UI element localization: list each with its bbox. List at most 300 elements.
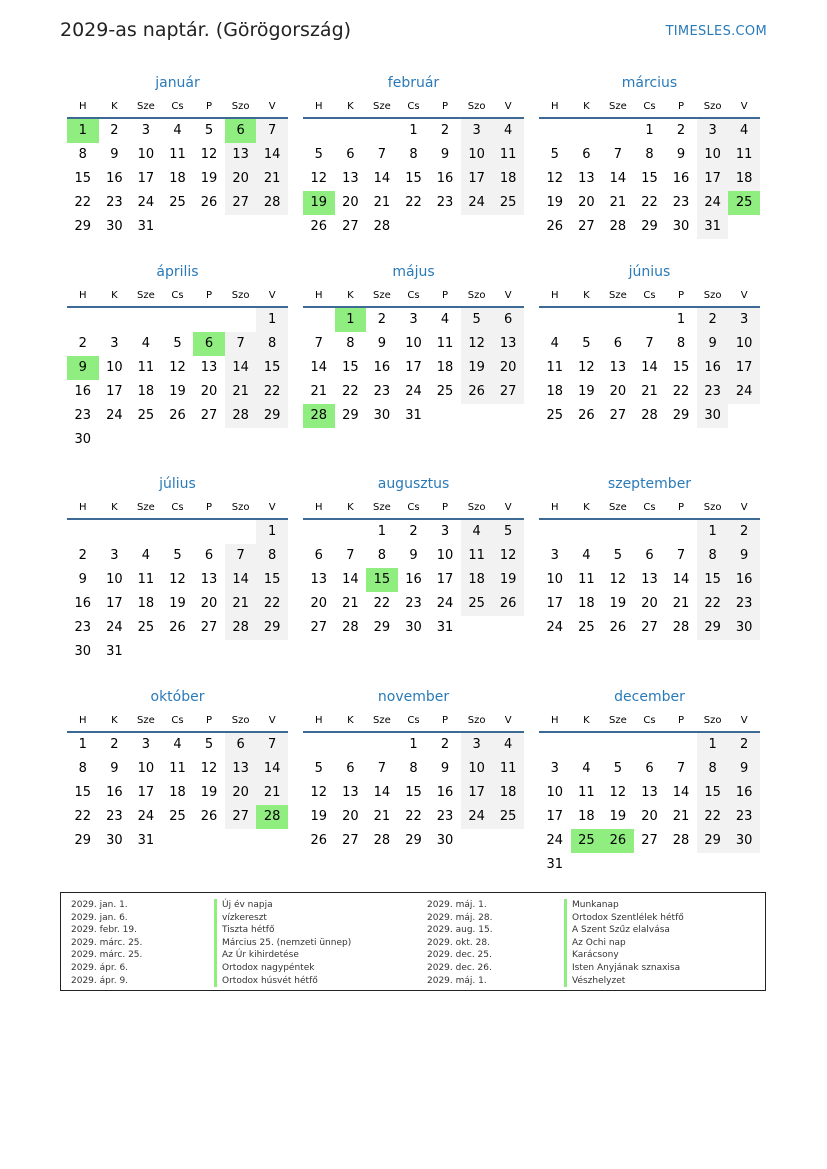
day-cell: 12 <box>609 572 627 587</box>
day-cell: 11 <box>137 360 155 375</box>
legend-left-names <box>214 899 351 987</box>
day-cell: 7 <box>314 336 323 351</box>
day-cell: 14 <box>672 572 690 587</box>
page-title: 2029-as naptár. (Görögország) <box>60 19 352 41</box>
empty-cell <box>303 308 335 332</box>
day-cell: 18 <box>436 360 454 375</box>
day-cell: 4 <box>440 312 450 327</box>
day-cell: 21 <box>672 596 690 611</box>
day-cell: 6 <box>613 336 623 351</box>
day-cell: 20 <box>225 781 257 805</box>
day-cell: 27 <box>492 380 524 404</box>
day-cell: 13 <box>342 785 359 800</box>
day-cell: 29 <box>641 219 658 234</box>
legend-date: 2029. máj. 28. <box>427 912 493 923</box>
day-cell: 19 <box>200 785 218 800</box>
day-cell: 11 <box>578 572 595 587</box>
day-cell: 11 <box>436 336 454 351</box>
day-cell: 2 <box>440 123 450 138</box>
day-cell: 16 <box>672 171 690 186</box>
day-cell: 15 <box>74 785 92 800</box>
day-cell: 31 <box>137 833 155 848</box>
day-cell: 19 <box>169 384 186 399</box>
day-cell: 30 <box>672 219 690 234</box>
weekday-header <box>67 497 288 520</box>
day-cell: 20 <box>200 596 218 611</box>
day-cell: 22 <box>672 384 690 399</box>
day-cell: 29 <box>672 408 690 423</box>
legend-holiday-name: Vészhelyzet <box>564 975 684 988</box>
weekday-label: Sze <box>609 502 627 513</box>
legend-holiday-name: vízkereszt <box>214 912 351 925</box>
weekday-label: H <box>315 290 323 301</box>
holiday-day-cell: 28 <box>256 805 288 829</box>
empty-cell <box>602 733 634 757</box>
day-cell: 16 <box>74 596 92 611</box>
day-cell: 17 <box>106 596 123 611</box>
day-cell: 26 <box>169 620 186 635</box>
day-cell: 24 <box>697 191 729 215</box>
day-cell: 30 <box>373 408 391 423</box>
day-cell: 19 <box>578 384 595 399</box>
day-grid <box>67 308 288 452</box>
day-cell: 21 <box>342 596 359 611</box>
day-cell: 11 <box>546 360 564 375</box>
weekday-label: H <box>79 502 87 513</box>
day-cell: 15 <box>697 568 729 592</box>
day-cell: 17 <box>137 171 155 186</box>
weekday-label: K <box>111 101 118 112</box>
day-cell: 27 <box>225 191 257 215</box>
day-cell: 12 <box>310 171 328 186</box>
day-cell: 11 <box>578 785 595 800</box>
day-cell: 12 <box>200 147 218 162</box>
day-cell: 30 <box>728 829 760 853</box>
day-grid <box>67 520 288 664</box>
day-cell: 16 <box>106 785 123 800</box>
weekday-label: Szo <box>231 101 250 112</box>
day-cell: 1 <box>697 520 729 544</box>
day-cell: 10 <box>697 143 729 167</box>
day-cell: 6 <box>225 733 257 757</box>
day-cell: 16 <box>728 781 760 805</box>
day-cell: 20 <box>200 384 218 399</box>
month-name: május <box>392 264 435 280</box>
day-cell: 21 <box>225 380 257 404</box>
day-cell: 17 <box>436 572 454 587</box>
day-cell: 1 <box>256 520 288 544</box>
weekday-label: Szo <box>703 290 722 301</box>
day-cell: 8 <box>377 548 387 563</box>
day-cell: 10 <box>461 757 493 781</box>
empty-cell <box>99 308 131 332</box>
day-cell: 6 <box>314 548 323 563</box>
day-cell: 3 <box>110 548 119 563</box>
day-cell: 10 <box>546 572 564 587</box>
day-cell: 22 <box>641 195 658 210</box>
month-block <box>67 684 288 853</box>
day-cell: 12 <box>169 360 186 375</box>
weekday-label: K <box>347 101 354 112</box>
day-cell: 26 <box>200 195 218 210</box>
weekday-label: V <box>268 101 276 112</box>
day-cell: 9 <box>440 761 450 776</box>
weekday-label: Cs <box>643 715 656 726</box>
day-cell: 29 <box>373 620 391 635</box>
day-cell: 5 <box>173 336 182 351</box>
legend-holiday-name: Ortodox húsvét hétfő <box>214 975 351 988</box>
day-cell: 5 <box>550 147 559 162</box>
day-cell: 3 <box>461 733 493 757</box>
empty-cell <box>539 308 571 332</box>
day-cell: 15 <box>672 360 690 375</box>
day-cell: 22 <box>74 809 92 824</box>
month-name: február <box>387 75 440 91</box>
day-cell: 27 <box>200 620 218 635</box>
day-cell: 5 <box>314 147 323 162</box>
holiday-day-cell: 1 <box>335 308 367 332</box>
empty-cell <box>539 119 571 143</box>
day-cell: 12 <box>578 360 595 375</box>
day-cell: 19 <box>609 596 627 611</box>
day-cell: 29 <box>697 829 729 853</box>
day-cell: 8 <box>346 336 355 351</box>
day-cell: 26 <box>310 219 328 234</box>
weekday-label: Sze <box>137 502 155 513</box>
day-cell: 9 <box>78 572 87 587</box>
day-cell: 2 <box>728 733 760 757</box>
day-cell: 22 <box>405 195 422 210</box>
day-cell: 22 <box>74 195 92 210</box>
legend-date: 2029. márc. 25. <box>71 937 143 948</box>
day-grid <box>303 119 524 239</box>
day-cell: 17 <box>728 356 760 380</box>
month-block <box>539 259 760 428</box>
day-grid <box>67 119 288 239</box>
legend-date: 2029. máj. 1. <box>427 900 487 910</box>
month-block <box>67 259 288 452</box>
day-cell: 21 <box>225 592 257 616</box>
day-grid <box>303 520 524 640</box>
weekday-label: Cs <box>171 502 184 513</box>
weekday-label: H <box>551 715 559 726</box>
day-cell: 5 <box>492 520 524 544</box>
day-cell: 8 <box>409 761 418 776</box>
day-cell: 18 <box>546 384 564 399</box>
weekday-label: Sze <box>609 715 627 726</box>
empty-cell <box>634 733 666 757</box>
weekday-label: P <box>206 715 213 726</box>
day-cell: 2 <box>697 308 729 332</box>
weekday-label: V <box>268 502 276 513</box>
day-cell: 13 <box>200 360 218 375</box>
month-block <box>303 259 524 428</box>
day-cell: 15 <box>342 360 359 375</box>
weekday-label: H <box>315 502 323 513</box>
day-cell: 28 <box>225 616 257 640</box>
weekday-label: K <box>583 101 590 112</box>
day-cell: 14 <box>256 757 288 781</box>
weekday-label: H <box>315 101 323 112</box>
day-cell: 24 <box>546 620 564 635</box>
day-cell: 11 <box>169 761 186 776</box>
day-cell: 29 <box>74 833 92 848</box>
weekday-label: V <box>268 290 276 301</box>
day-cell: 6 <box>346 761 355 776</box>
day-cell: 3 <box>461 119 493 143</box>
day-cell: 5 <box>613 761 623 776</box>
day-cell: 1 <box>697 733 729 757</box>
month-name: április <box>156 264 199 280</box>
day-cell: 15 <box>405 171 422 186</box>
day-cell: 5 <box>204 123 214 138</box>
day-grid <box>67 733 288 853</box>
weekday-label: Cs <box>643 290 656 301</box>
day-cell: 3 <box>440 524 450 539</box>
empty-cell <box>602 520 634 544</box>
legend-holiday-name: A Szent Szűz elalvása <box>564 924 684 937</box>
day-cell: 6 <box>204 548 214 563</box>
day-cell: 4 <box>582 548 591 563</box>
month-name: december <box>614 689 685 705</box>
day-cell: 2 <box>377 312 387 327</box>
weekday-label: Szo <box>467 290 486 301</box>
weekday-label: Szo <box>231 715 250 726</box>
day-cell: 20 <box>342 195 359 210</box>
day-cell: 12 <box>310 785 328 800</box>
day-cell: 27 <box>200 408 218 423</box>
weekday-label: Sze <box>137 715 155 726</box>
day-cell: 29 <box>342 408 359 423</box>
weekday-header <box>539 285 760 308</box>
day-cell: 14 <box>609 171 627 186</box>
day-cell: 4 <box>141 548 151 563</box>
day-cell: 7 <box>676 548 686 563</box>
weekday-header <box>67 285 288 308</box>
day-cell: 2 <box>676 123 686 138</box>
weekday-label: K <box>583 715 590 726</box>
holiday-legend <box>60 892 766 991</box>
day-cell: 3 <box>728 308 760 332</box>
day-cell: 24 <box>461 191 493 215</box>
day-cell: 4 <box>550 336 559 351</box>
legend-holiday-name: Az Ochi nap <box>564 937 684 950</box>
weekday-label: Szo <box>467 101 486 112</box>
weekday-label: Cs <box>407 502 420 513</box>
weekday-label: P <box>442 101 449 112</box>
day-cell: 17 <box>405 360 422 375</box>
weekday-header <box>67 710 288 733</box>
legend-date: 2029. jan. 6. <box>71 912 128 923</box>
day-cell: 11 <box>169 147 186 162</box>
weekday-label: Szo <box>231 502 250 513</box>
empty-cell <box>634 520 666 544</box>
weekday-label: Cs <box>407 715 420 726</box>
day-cell: 19 <box>546 195 564 210</box>
day-cell: 26 <box>492 592 524 616</box>
day-cell: 21 <box>310 384 328 399</box>
weekday-label: H <box>79 101 87 112</box>
day-cell: 30 <box>697 404 729 428</box>
day-cell: 30 <box>436 833 454 848</box>
day-cell: 14 <box>256 143 288 167</box>
day-cell: 13 <box>641 785 658 800</box>
day-cell: 5 <box>582 336 591 351</box>
day-cell: 19 <box>200 171 218 186</box>
day-cell: 18 <box>578 809 595 824</box>
day-cell: 28 <box>373 833 391 848</box>
day-cell: 22 <box>256 592 288 616</box>
day-cell: 1 <box>645 123 654 138</box>
day-cell: 4 <box>173 737 182 752</box>
day-cell: 13 <box>225 757 257 781</box>
day-cell: 10 <box>728 332 760 356</box>
day-cell: 23 <box>436 809 454 824</box>
day-cell: 21 <box>609 195 627 210</box>
day-cell: 30 <box>106 219 123 234</box>
day-cell: 20 <box>578 195 595 210</box>
day-cell: 16 <box>728 568 760 592</box>
weekday-label: Sze <box>609 101 627 112</box>
weekday-label: Cs <box>171 715 184 726</box>
day-cell: 27 <box>641 833 658 848</box>
day-cell: 4 <box>461 520 493 544</box>
day-cell: 3 <box>697 119 729 143</box>
weekday-label: Sze <box>373 290 391 301</box>
day-cell: 21 <box>373 809 391 824</box>
day-cell: 5 <box>314 761 323 776</box>
day-cell: 8 <box>256 332 288 356</box>
day-cell: 14 <box>225 356 257 380</box>
day-cell: 4 <box>582 761 591 776</box>
day-cell: 8 <box>256 544 288 568</box>
weekday-label: V <box>740 101 748 112</box>
brand-link[interactable]: TIMESLES.COM <box>665 24 767 39</box>
day-cell: 23 <box>728 592 760 616</box>
day-cell: 4 <box>492 733 524 757</box>
day-cell: 19 <box>609 809 627 824</box>
weekday-label: H <box>79 715 87 726</box>
legend-holiday-name: Az Úr kihirdetése <box>214 949 351 962</box>
weekday-label: K <box>347 502 354 513</box>
day-cell: 27 <box>342 219 359 234</box>
day-cell: 31 <box>137 219 155 234</box>
month-name: október <box>150 689 205 705</box>
day-cell: 18 <box>169 785 186 800</box>
legend-date: 2029. febr. 19. <box>71 925 137 936</box>
day-cell: 9 <box>110 761 119 776</box>
day-cell: 7 <box>676 761 686 776</box>
legend-holiday-name: Március 25. (nemzeti ünnep) <box>214 937 351 950</box>
day-cell: 25 <box>169 809 186 824</box>
day-cell: 7 <box>377 147 387 162</box>
day-cell: 13 <box>225 143 257 167</box>
day-cell: 7 <box>256 733 288 757</box>
empty-cell <box>602 308 634 332</box>
empty-cell <box>539 520 571 544</box>
weekday-label: P <box>678 502 685 513</box>
day-cell: 3 <box>141 123 151 138</box>
weekday-label: P <box>442 290 449 301</box>
day-cell: 10 <box>405 336 422 351</box>
day-cell: 11 <box>137 572 155 587</box>
day-cell: 26 <box>461 380 493 404</box>
day-cell: 28 <box>641 408 658 423</box>
empty-cell <box>335 520 367 544</box>
day-cell: 27 <box>578 219 595 234</box>
day-cell: 2 <box>409 524 418 539</box>
month-block <box>303 471 524 640</box>
day-cell: 26 <box>200 809 218 824</box>
empty-cell <box>366 119 398 143</box>
day-cell: 1 <box>676 312 686 327</box>
empty-cell <box>335 733 367 757</box>
weekday-label: Cs <box>407 101 420 112</box>
day-cell: 6 <box>645 548 654 563</box>
empty-cell <box>193 520 225 544</box>
day-cell: 2 <box>440 737 450 752</box>
weekday-label: K <box>111 715 118 726</box>
day-cell: 3 <box>110 336 119 351</box>
day-cell: 10 <box>137 761 155 776</box>
day-cell: 8 <box>78 761 87 776</box>
day-cell: 21 <box>641 384 658 399</box>
day-cell: 6 <box>492 308 524 332</box>
weekday-label: V <box>740 502 748 513</box>
day-cell: 9 <box>377 336 387 351</box>
weekday-label: K <box>583 502 590 513</box>
legend-date: 2029. dec. 26. <box>427 962 492 973</box>
day-cell: 29 <box>256 616 288 640</box>
weekday-label: V <box>740 290 748 301</box>
legend-date: 2029. ápr. 6. <box>71 962 129 973</box>
month-block <box>303 70 524 239</box>
weekday-label: P <box>442 502 449 513</box>
day-cell: 20 <box>641 809 658 824</box>
month-name: június <box>628 264 671 280</box>
month-name: március <box>621 75 678 91</box>
empty-cell <box>162 308 194 332</box>
day-cell: 10 <box>106 360 123 375</box>
day-cell: 9 <box>110 147 119 162</box>
day-cell: 2 <box>110 737 119 752</box>
day-cell: 20 <box>225 167 257 191</box>
day-cell: 28 <box>373 219 391 234</box>
day-cell: 22 <box>256 380 288 404</box>
weekday-label: P <box>206 502 213 513</box>
day-cell: 22 <box>373 596 391 611</box>
day-cell: 16 <box>106 171 123 186</box>
day-cell: 23 <box>436 195 454 210</box>
weekday-label: V <box>268 715 276 726</box>
day-cell: 23 <box>74 620 92 635</box>
day-cell: 2 <box>78 548 87 563</box>
day-cell: 24 <box>106 620 123 635</box>
day-cell: 23 <box>106 195 123 210</box>
legend-date: 2029. okt. 28. <box>427 937 490 948</box>
day-cell: 12 <box>546 171 564 186</box>
day-cell: 4 <box>141 336 151 351</box>
day-cell: 14 <box>310 360 328 375</box>
weekday-label: Szo <box>467 502 486 513</box>
day-cell: 16 <box>436 785 454 800</box>
day-cell: 29 <box>405 833 422 848</box>
empty-cell <box>130 520 162 544</box>
day-cell: 30 <box>728 616 760 640</box>
weekday-label: Cs <box>171 290 184 301</box>
day-grid <box>539 308 760 428</box>
weekday-label: Sze <box>373 101 391 112</box>
